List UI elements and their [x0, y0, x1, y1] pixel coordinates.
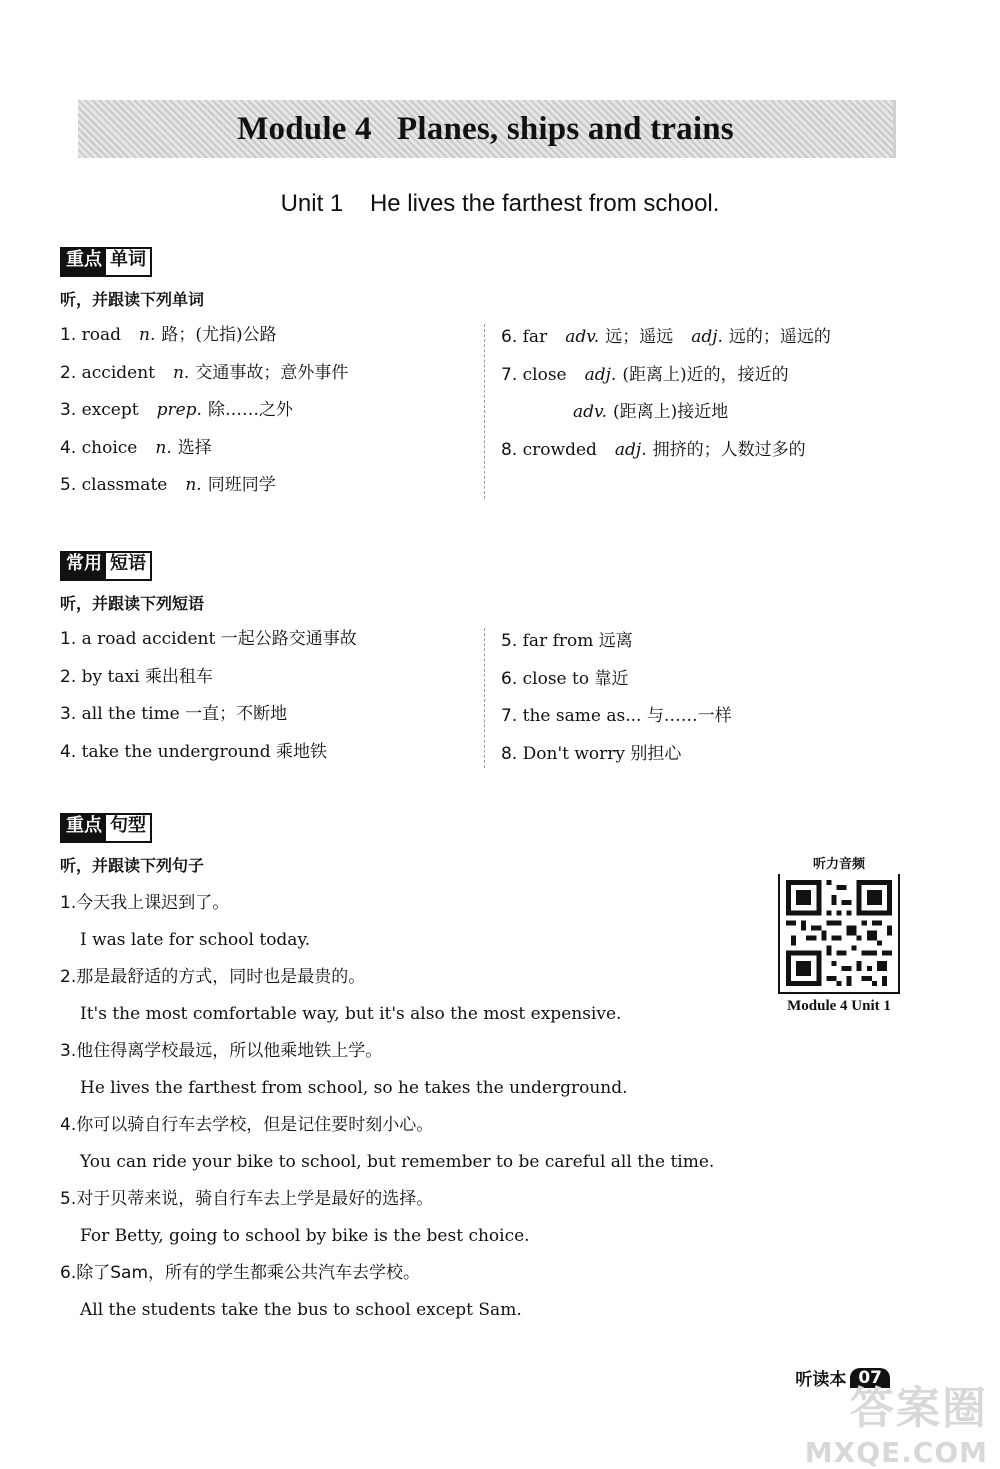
item-pos: n. [139, 325, 156, 345]
list-item [60, 739, 357, 777]
item-number: 7. [501, 364, 518, 385]
sentence-chinese [60, 890, 780, 927]
list-item [501, 324, 831, 362]
item-meaning: 选择 [177, 437, 212, 458]
item-phrase: a road accident [81, 629, 216, 649]
sentence-item [60, 964, 780, 1038]
item-pos-secondary: adj. [691, 327, 723, 347]
item-pos: adv. [565, 327, 600, 347]
item-number: 3. [60, 1041, 77, 1061]
words-instruction: 听，并跟读下列单词 [60, 290, 205, 309]
item-phrase: take the underground [81, 741, 271, 762]
item-word: crowded [522, 439, 597, 460]
item-pos: n. [155, 437, 172, 458]
item-meaning: 交通事故；意外事件 [195, 362, 349, 383]
sentence-english: He lives the farthest from school, so he takes the underground. [80, 1078, 628, 1098]
list-item [60, 397, 348, 435]
list-item [501, 741, 732, 779]
sentence-chinese [60, 1112, 780, 1149]
sentence-zh-text: 他住得离学校最远，所以他乘地铁上学。 [76, 1041, 383, 1061]
sentence-zh-text: 除了Sam，所有的学生都乘公共汽车去学校。 [76, 1263, 421, 1283]
sentence-chinese [60, 1186, 780, 1223]
list-item [60, 701, 357, 739]
list-item [501, 399, 831, 437]
list-item [60, 472, 348, 510]
item-phrase: far from [522, 631, 594, 651]
item-word: classmate [81, 475, 168, 495]
qr-label: 听力音频 [812, 857, 865, 872]
item-number: 4. [60, 741, 77, 762]
module-banner [78, 100, 896, 158]
item-number: 2. [60, 362, 77, 383]
section-tag-phrases [60, 551, 152, 581]
word-list-left [60, 322, 348, 510]
list-item [501, 628, 732, 666]
item-number: 4. [60, 437, 77, 458]
item-meaning: 一起公路交通事故 [220, 629, 357, 649]
item-pos: adv. [573, 402, 608, 422]
item-meaning: 别担心 [630, 743, 682, 764]
item-meaning: 一直；不断地 [185, 704, 288, 724]
item-pos: n. [172, 362, 190, 383]
list-item [60, 435, 348, 473]
sentence-item [60, 1038, 780, 1112]
item-number: 3. [60, 704, 77, 724]
list-item [60, 626, 357, 664]
item-pos: adj. [614, 439, 647, 460]
list-item [501, 362, 831, 400]
item-meaning: 除……之外 [207, 400, 293, 420]
sentence-list [60, 890, 780, 1334]
sentences-instruction: 听，并跟读下列句子 [60, 856, 205, 875]
item-word: far [522, 327, 548, 347]
column-divider [484, 324, 485, 499]
book-label: 听读本 [795, 1370, 847, 1390]
watermark [805, 1372, 988, 1469]
list-item [501, 703, 732, 741]
sentence-english: You can ride your bike to school, but remember to be careful all the time. [80, 1152, 715, 1172]
item-number: 1. [60, 325, 77, 345]
module-title: Module 4 Planes, ships and trains [237, 110, 734, 147]
item-phrase: the same as... [522, 706, 642, 726]
phrases-instruction: 听，并跟读下列短语 [60, 594, 205, 613]
sentence-zh-text: 今天我上课迟到了。 [76, 893, 230, 913]
item-meaning: 远离 [598, 631, 633, 651]
sentence-item [60, 1186, 780, 1260]
section-tag-light: 句型 [106, 815, 150, 841]
sentence-chinese [60, 964, 780, 1001]
sentence-english: I was late for school today. [80, 930, 311, 950]
item-meaning: (距离上)近的，接近的 [622, 364, 789, 385]
list-item [501, 666, 732, 704]
list-item [60, 664, 357, 702]
item-number: 4. [60, 1115, 77, 1135]
qr-frame [778, 874, 900, 994]
item-meaning: 与……一样 [646, 706, 732, 726]
section-tag-sentences [60, 813, 152, 843]
item-number: 5. [60, 1189, 77, 1209]
item-number: 7. [501, 706, 518, 726]
sentence-english: All the students take the bus to school except Sam. [80, 1300, 522, 1320]
item-number: 6. [501, 668, 518, 689]
sentence-zh-text: 那是最舒适的方式，同时也是最贵的。 [76, 967, 366, 987]
item-number: 5. [60, 475, 77, 495]
item-number: 6. [501, 327, 518, 347]
item-word: except [81, 400, 139, 420]
item-number: 1. [60, 629, 77, 649]
item-number: 2. [60, 666, 77, 687]
item-meaning: 拥挤的；人数过多的 [652, 439, 806, 460]
sentence-item [60, 1112, 780, 1186]
list-item [60, 360, 348, 398]
item-meaning: 远；遥远 [605, 327, 674, 347]
item-word: choice [81, 437, 138, 458]
item-pos: n. [185, 475, 202, 495]
watermark-bottom: MXQE.COM [804, 1436, 988, 1469]
sentence-chinese [60, 1260, 780, 1297]
sentence-item [60, 1260, 780, 1334]
item-phrase: all the time [81, 704, 180, 724]
page-number: 07 [850, 1368, 890, 1388]
list-item [501, 437, 831, 475]
sentence-chinese [60, 1038, 780, 1075]
phrase-list-right [501, 628, 732, 778]
qr-code-icon[interactable] [786, 880, 892, 986]
item-number: 8. [501, 743, 518, 764]
column-divider [484, 628, 485, 768]
list-item [60, 322, 348, 360]
section-tag-light: 单词 [106, 249, 150, 275]
section-tag-dark: 重点 [62, 249, 106, 275]
phrase-list-left [60, 626, 357, 776]
item-meaning: 乘出租车 [144, 666, 213, 687]
sentence-item [60, 890, 780, 964]
sentence-english: It's the most comfortable way, but it's also the most expensive. [80, 1004, 622, 1024]
item-phrase: by taxi [81, 666, 140, 687]
item-pos: prep. [156, 400, 202, 420]
item-phrase: Don't worry [522, 743, 626, 764]
item-meaning: 路；(尤指)公路 [161, 325, 277, 345]
section-tag-dark: 常用 [62, 553, 106, 579]
section-tag-words [60, 247, 152, 277]
item-meaning: 靠近 [594, 668, 629, 689]
item-meaning-secondary: 远的；遥远的 [728, 327, 831, 347]
word-list-right [501, 324, 831, 474]
item-meaning: (距离上)接近地 [613, 402, 729, 422]
sentence-zh-text: 你可以骑自行车去学校，但是记住要时刻小心。 [76, 1115, 434, 1135]
unit-title: Unit 1 He lives the farthest from school. [280, 190, 720, 217]
item-word: close [522, 364, 567, 385]
watermark-top: 答案圈 [850, 1383, 988, 1434]
item-number: 8. [501, 439, 518, 460]
item-number: 3. [60, 400, 77, 420]
sentence-zh-text: 对于贝蒂来说，骑自行车去上学是最好的选择。 [76, 1189, 434, 1209]
item-meaning: 乘地铁 [276, 741, 328, 762]
item-number: 5. [501, 631, 518, 651]
qr-caption: Module 4 Unit 1 [787, 998, 891, 1014]
section-tag-light: 短语 [106, 553, 150, 579]
item-number: 6. [60, 1263, 77, 1283]
item-number: 1. [60, 893, 77, 913]
item-number: 2. [60, 967, 77, 987]
item-pos: adj. [584, 364, 617, 385]
item-word: accident [81, 362, 155, 383]
item-word: road [81, 325, 122, 345]
item-meaning: 同班同学 [207, 475, 276, 495]
sentence-english: For Betty, going to school by bike is the best choice. [80, 1226, 530, 1246]
qr-audio-box [777, 853, 901, 1015]
item-phrase: close to [522, 668, 590, 689]
section-tag-dark: 重点 [62, 815, 106, 841]
